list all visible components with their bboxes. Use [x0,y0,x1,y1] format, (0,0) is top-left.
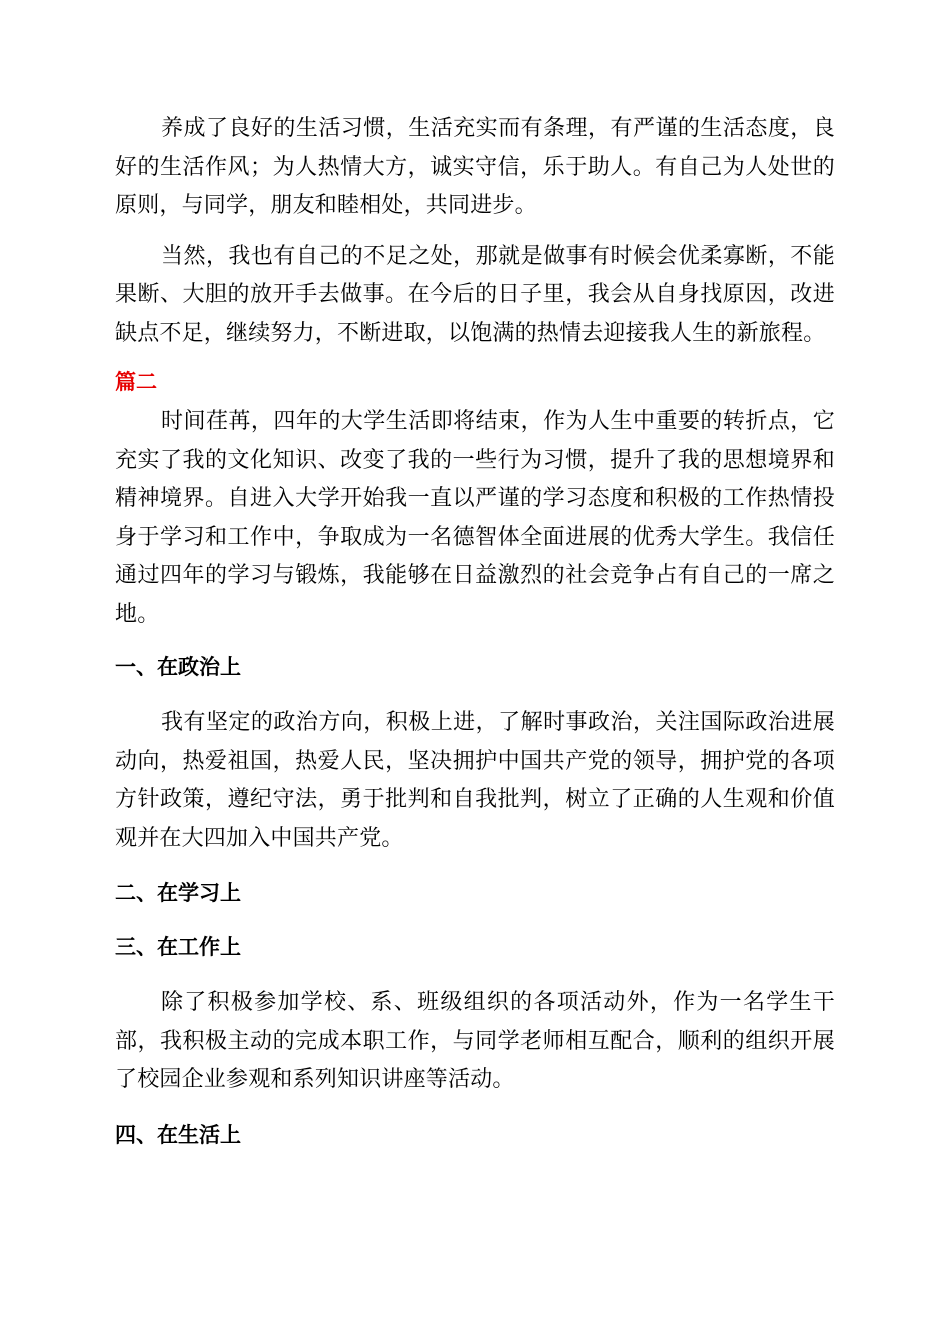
section-title-pian2: 篇二 [115,370,157,394]
paragraph-university-life: 时间荏苒，四年的大学生活即将结束，作为人生中重要的转折点，它充实了我的文化知识、改变了我的一些行为习惯，提升了我的思想境界和精神境界。自进入大学开始我一直以严谨的学习态度和积极的工作热情投身于学习和工作中，争取成为一名德智体全面进展的优秀大学生。我信任通过四年的学习与锻炼，我能够在日益激烈的社会竞争占有自己的一席之地。 [115,409,835,627]
paragraph-politics: 我有坚定的政治方向，积极上进，了解时事政治，关注国际政治进展动向，热爱祖国，热爱人民，坚决拥护中国共产党的领导，拥护党的各项方针政策，遵纪守法，勇于批判和自我批判，树立了正确的人生观和价值观并在大四加入中国共产党。 [115,710,835,851]
heading-politics: 一、在政治上 [115,655,241,679]
heading-study: 二、在学习上 [115,881,241,905]
paragraph-work: 除了积极参加学校、系、班级组织的各项活动外，作为一名学生干部，我积极主动的完成本职工作，与同学老师相互配合，顺利的组织开展了校园企业参观和系列知识讲座等活动。 [115,990,835,1092]
paragraph-shortcomings: 当然，我也有自己的不足之处，那就是做事有时候会优柔寡断，不能果断、大胆的放开手去做事。在今后的日子里，我会从自身找原因，改进缺点不足，继续努力，不断进取，以饱满的热情去迎接我人生的新旅程。 [115,243,835,346]
heading-work: 三、在工作上 [115,935,241,959]
heading-life: 四、在生活上 [115,1122,241,1147]
document-body [115,110,835,1172]
paragraph-living-habits: 养成了良好的生活习惯，生活充实而有条理，有严谨的生活态度，良好的生活作风；为人热情大方，诚实守信，乐于助人。有自己为人处世的原则，与同学，朋友和睦相处，共同进步。 [115,116,835,218]
